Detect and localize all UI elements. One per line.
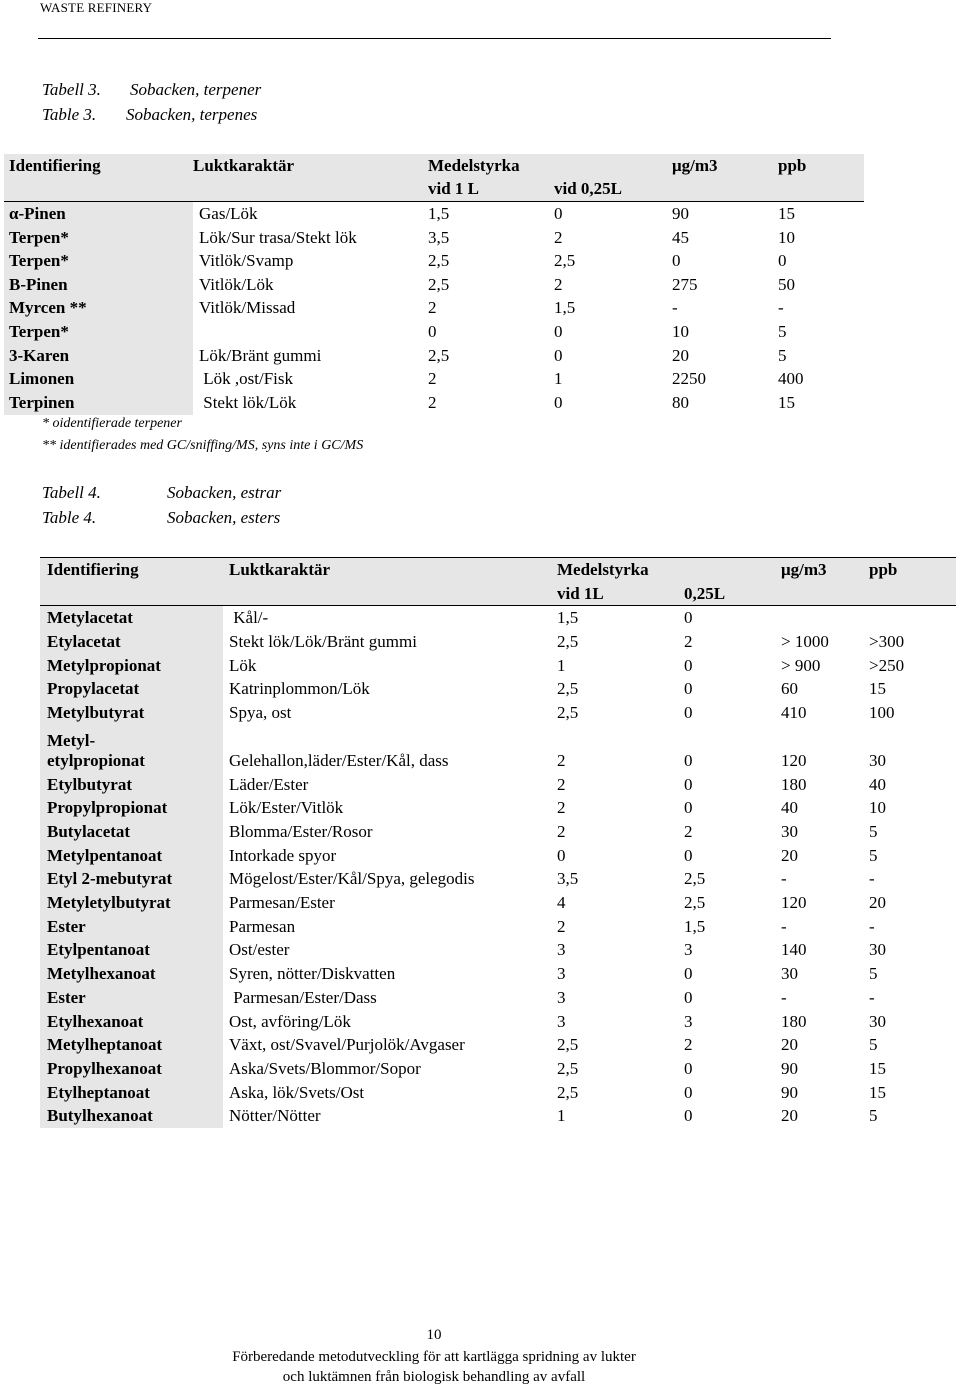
cell-strength-025l: 0 xyxy=(684,774,693,794)
cell-strength-025l: 0 xyxy=(684,798,693,818)
cell-odor: Gelehallon,läder/Ester/Kål, dass xyxy=(229,750,449,770)
cell-ugm3: 60 xyxy=(781,679,798,699)
cell-ugm3: 90 xyxy=(781,1082,798,1102)
cell-ppb: >300 xyxy=(869,631,905,651)
cell-strength-1l: 0 xyxy=(428,321,437,341)
table-row xyxy=(40,1057,956,1081)
cell-strength-1l: 2 xyxy=(428,369,437,389)
table-row xyxy=(4,391,864,415)
col-header-id: Identifiering xyxy=(4,154,193,178)
cell-odor: Växt, ost/Svavel/Purjolök/Avgaser xyxy=(229,1035,465,1055)
cell-ugm3: 410 xyxy=(781,702,807,722)
col-header-id: Identifiering xyxy=(40,558,223,582)
cell-strength-025l: 0 xyxy=(684,608,693,628)
cell-strength-025l: 0 xyxy=(684,655,693,675)
col-header-ugm3: μg/m3 xyxy=(672,154,778,178)
cell-identifier: α-Pinen xyxy=(4,202,193,226)
cell-ppb: 10 xyxy=(869,798,886,818)
table-row xyxy=(4,320,864,344)
cell-strength-1l: 3 xyxy=(557,987,566,1007)
cell-odor: Syren, nötter/Diskvatten xyxy=(229,964,396,984)
cell-odor: Intorkade spyor xyxy=(229,845,337,865)
cell-odor: Aska/Svets/Blommor/Sopor xyxy=(229,1058,421,1078)
cell-ppb: 5 xyxy=(778,345,787,365)
cell-strength-1l: 2 xyxy=(557,774,566,794)
cell-odor: Lök/Ester/Vitlök xyxy=(229,798,344,818)
cell-ppb: 5 xyxy=(778,321,787,341)
col-header-strength: Medelstyrka xyxy=(557,558,684,582)
cell-strength-1l: 3 xyxy=(557,964,566,984)
col-header-ppb: ppb xyxy=(869,558,956,582)
cell-identifier: Myrcen ** xyxy=(4,297,193,321)
table-row xyxy=(4,297,864,321)
cell-identifier: Metylbutyrat xyxy=(40,701,223,725)
cell-strength-025l: 1 xyxy=(554,369,563,389)
cell-odor: Vitlök/Lök xyxy=(199,274,274,294)
cell-strength-1l: 2,5 xyxy=(428,274,450,294)
table4-caption-sv xyxy=(42,483,281,503)
col-subheader-1l: vid 1L xyxy=(557,582,684,606)
cell-odor: Parmesan/Ester xyxy=(229,893,335,913)
cell-strength-025l: 2 xyxy=(684,1035,693,1055)
cell-strength-025l: 0 xyxy=(554,345,563,365)
cell-ugm3: - xyxy=(781,916,787,936)
table-row xyxy=(40,1081,956,1105)
table3-note-2: ** identifierades med GC/sniffing/MS, syns inte i GC/MS xyxy=(42,438,364,453)
cell-odor: Aska, lök/Svets/Ost xyxy=(229,1082,365,1102)
running-header: WASTE REFINERY xyxy=(40,0,153,15)
cell-strength-1l: 2 xyxy=(428,298,437,318)
cell-strength-025l: 3 xyxy=(684,940,693,960)
cell-strength-1l: 1,5 xyxy=(428,203,450,223)
cell-odor: Stekt lök/Lök xyxy=(199,392,297,412)
cell-strength-025l: 0 xyxy=(554,203,563,223)
cell-identifier: Terpen* xyxy=(4,320,193,344)
cell-ugm3: 120 xyxy=(781,893,807,913)
cell-identifier: Ester xyxy=(40,915,223,939)
caption-text: Sobacken, estrar xyxy=(167,483,282,502)
table-body xyxy=(4,202,864,415)
col-header-odor: Luktkaraktär xyxy=(193,154,428,178)
cell-identifier: Limonen xyxy=(4,367,193,391)
cell-ppb: 5 xyxy=(869,1106,878,1126)
cell-ppb: - xyxy=(869,916,875,936)
cell-strength-025l: 2,5 xyxy=(684,869,706,889)
table-row xyxy=(4,226,864,250)
cell-strength-1l: 2 xyxy=(557,798,566,818)
cell-strength-025l: 1,5 xyxy=(684,916,706,936)
cell-ppb: 5 xyxy=(869,964,878,984)
table3-note-1: * oidentifierade terpener xyxy=(42,416,182,431)
cell-strength-1l: 2,5 xyxy=(428,345,450,365)
table-row xyxy=(4,249,864,273)
cell-ppb: >250 xyxy=(869,655,905,675)
cell-ppb: 5 xyxy=(869,845,878,865)
header-rule xyxy=(38,38,831,39)
cell-ugm3: 140 xyxy=(781,940,807,960)
cell-odor: Lök/Bränt gummi xyxy=(199,345,322,365)
cell-ppb: 5 xyxy=(869,822,878,842)
cell-identifier: Etylbutyrat xyxy=(40,773,223,797)
cell-identifier: Etylacetat xyxy=(40,630,223,654)
cell-strength-1l: 2,5 xyxy=(557,702,579,722)
table3-caption-sv xyxy=(42,80,261,100)
cell-strength-025l: 0 xyxy=(684,1082,693,1102)
cell-strength-1l: 2 xyxy=(557,750,566,770)
cell-strength-025l: 0 xyxy=(554,392,563,412)
cell-odor: Katrinplommon/Lök xyxy=(229,679,370,699)
cell-ugm3: - xyxy=(781,987,787,1007)
table-row xyxy=(40,773,956,797)
cell-identifier: Butylhexanoat xyxy=(40,1104,223,1128)
cell-ppb: - xyxy=(869,869,875,889)
cell-ugm3: 90 xyxy=(781,1058,798,1078)
cell-strength-025l: 2 xyxy=(554,274,563,294)
cell-odor: Ost/ester xyxy=(229,940,290,960)
cell-odor: Spya, ost xyxy=(229,702,292,722)
caption-text: Sobacken, esters xyxy=(167,508,281,527)
cell-ppb: 15 xyxy=(778,203,795,223)
cell-ppb: 30 xyxy=(869,940,886,960)
cell-ugm3: 180 xyxy=(781,1011,807,1031)
cell-ppb: 15 xyxy=(778,392,795,412)
cell-ugm3: - xyxy=(781,869,787,889)
cell-strength-1l: 2 xyxy=(428,392,437,412)
cell-odor: Blomma/Ester/Rosor xyxy=(229,822,373,842)
table-row xyxy=(4,344,864,368)
cell-identifier: Metyl- etylpropionat xyxy=(40,725,223,773)
cell-strength-1l: 4 xyxy=(557,893,566,913)
cell-ppb: 5 xyxy=(869,1035,878,1055)
table-row xyxy=(40,701,956,725)
cell-strength-1l: 1 xyxy=(557,655,566,675)
cell-ugm3: 180 xyxy=(781,774,807,794)
table-row xyxy=(40,962,956,986)
table-row xyxy=(40,820,956,844)
table4-caption-en xyxy=(42,508,280,528)
table-row xyxy=(40,654,956,678)
cell-strength-025l: 0 xyxy=(554,321,563,341)
cell-odor: Lök ,ost/Fisk xyxy=(199,369,293,389)
cell-odor: Parmesan/Ester/Dass xyxy=(229,987,377,1007)
table-row xyxy=(40,915,956,939)
table-body xyxy=(40,606,956,1128)
cell-odor: Vitlök/Svamp xyxy=(199,251,294,271)
cell-identifier: Metyletylbutyrat xyxy=(40,891,223,915)
cell-identifier: Etylpentanoat xyxy=(40,939,223,963)
cell-strength-1l: 2 xyxy=(557,822,566,842)
cell-odor: Kål/- xyxy=(229,608,269,628)
table3-caption-en xyxy=(42,105,257,125)
cell-strength-1l: 3,5 xyxy=(428,227,450,247)
cell-odor: Ost, avföring/Lök xyxy=(229,1011,351,1031)
table-row xyxy=(40,891,956,915)
table-subheader-row xyxy=(4,178,864,202)
cell-ugm3: 30 xyxy=(781,822,798,842)
col-header-ugm3: μg/m3 xyxy=(781,558,869,582)
cell-identifier: Terpen* xyxy=(4,249,193,273)
table-row xyxy=(40,939,956,963)
cell-ppb: - xyxy=(778,298,784,318)
cell-identifier: Metylhexanoat xyxy=(40,962,223,986)
cell-ugm3: 10 xyxy=(672,321,689,341)
table-row xyxy=(40,1010,956,1034)
cell-odor: Vitlök/Missad xyxy=(199,298,296,318)
cell-ugm3: 20 xyxy=(781,1106,798,1126)
table-row xyxy=(40,797,956,821)
cell-strength-1l: 2 xyxy=(557,916,566,936)
col-header-strength: Medelstyrka xyxy=(428,154,554,178)
cell-odor: Stekt lök/Lök/Bränt gummi xyxy=(229,631,417,651)
cell-odor: Nötter/Nötter xyxy=(229,1106,321,1126)
cell-ugm3: 80 xyxy=(672,392,689,412)
cell-identifier: Terpen* xyxy=(4,226,193,250)
cell-ugm3: 20 xyxy=(781,845,798,865)
cell-identifier: Terpinen xyxy=(4,391,193,415)
cell-strength-1l: 3 xyxy=(557,1011,566,1031)
cell-strength-1l: 2,5 xyxy=(557,1082,579,1102)
cell-strength-025l: 0 xyxy=(684,750,693,770)
cell-ugm3: 30 xyxy=(781,964,798,984)
cell-identifier: Etylhexanoat xyxy=(40,1010,223,1034)
col-subheader-1l: vid 1 L xyxy=(428,178,554,202)
cell-ppb: 40 xyxy=(869,774,886,794)
cell-identifier: Metylpropionat xyxy=(40,654,223,678)
table-row xyxy=(40,725,956,773)
caption-text: Sobacken, terpener xyxy=(130,80,262,99)
cell-ppb: 400 xyxy=(778,369,804,389)
cell-identifier: Propylacetat xyxy=(40,677,223,701)
cell-strength-025l: 3 xyxy=(684,1011,693,1031)
cell-odor: Parmesan xyxy=(229,916,296,936)
table-header-row xyxy=(4,154,864,178)
cell-identifier: Propylpropionat xyxy=(40,797,223,821)
table-row xyxy=(40,630,956,654)
cell-strength-025l: 0 xyxy=(684,845,693,865)
esters-table xyxy=(40,557,956,1128)
cell-strength-1l: 2,5 xyxy=(557,631,579,651)
cell-identifier: Metylheptanoat xyxy=(40,1033,223,1057)
col-subheader-025l: 0,25L xyxy=(684,582,781,606)
cell-ugm3: 20 xyxy=(672,345,689,365)
cell-strength-025l: 0 xyxy=(684,679,693,699)
cell-ppb: 15 xyxy=(869,1082,886,1102)
cell-ppb: - xyxy=(869,987,875,1007)
cell-strength-025l: 0 xyxy=(684,1106,693,1126)
caption-number: Tabell 4. xyxy=(42,483,101,502)
cell-ppb xyxy=(869,606,956,630)
cell-odor: Lök xyxy=(229,655,257,675)
cell-strength-025l: 1,5 xyxy=(554,298,576,318)
table-row xyxy=(40,606,956,630)
cell-ugm3: 2250 xyxy=(672,369,706,389)
col-header-ppb: ppb xyxy=(778,154,864,178)
cell-ugm3: 0 xyxy=(672,251,681,271)
table-row xyxy=(40,1033,956,1057)
cell-ugm3: 40 xyxy=(781,798,798,818)
cell-strength-1l: 2,5 xyxy=(557,679,579,699)
cell-ugm3: 275 xyxy=(672,274,698,294)
cell-strength-1l: 3 xyxy=(557,940,566,960)
table-row xyxy=(40,868,956,892)
cell-ppb: 30 xyxy=(869,1011,886,1031)
table-row xyxy=(40,844,956,868)
cell-strength-025l: 0 xyxy=(684,702,693,722)
cell-strength-1l: 0 xyxy=(557,845,566,865)
cell-ugm3 xyxy=(781,606,869,630)
cell-ugm3: 45 xyxy=(672,227,689,247)
cell-odor: Läder/Ester xyxy=(229,774,309,794)
cell-ppb: 50 xyxy=(778,274,795,294)
table-subheader-row xyxy=(40,582,956,606)
cell-ppb: 10 xyxy=(778,227,795,247)
cell-strength-025l: 0 xyxy=(684,1058,693,1078)
table-row xyxy=(4,367,864,391)
cell-strength-025l: 2,5 xyxy=(684,893,706,913)
cell-odor: Mögelost/Ester/Kål/Spya, gelegodis xyxy=(229,869,475,889)
cell-strength-025l: 0 xyxy=(684,987,693,1007)
table-row xyxy=(40,1104,956,1128)
col-header-odor: Luktkaraktär xyxy=(223,558,557,582)
cell-identifier: 3-Karen xyxy=(4,344,193,368)
cell-ppb: 15 xyxy=(869,679,886,699)
terpenes-table xyxy=(4,154,864,415)
cell-strength-1l: 3,5 xyxy=(557,869,579,889)
page-number: 10 xyxy=(426,1327,442,1343)
cell-ugm3: 120 xyxy=(781,750,807,770)
caption-number: Tabell 3. xyxy=(42,80,101,99)
cell-strength-025l: 2,5 xyxy=(554,251,576,271)
cell-identifier: Propylhexanoat xyxy=(40,1057,223,1081)
cell-strength-025l: 2 xyxy=(684,631,693,651)
cell-ppb: 0 xyxy=(778,251,787,271)
cell-ugm3: - xyxy=(672,298,678,318)
table-row xyxy=(4,273,864,297)
footer-line-1: Förberedande metodutveckling för att kartlägga spridning av lukter xyxy=(232,1349,636,1365)
cell-ugm3: 20 xyxy=(781,1035,798,1055)
cell-ppb: 100 xyxy=(869,702,895,722)
cell-strength-1l: 2,5 xyxy=(557,1058,579,1078)
cell-identifier: Etylheptanoat xyxy=(40,1081,223,1105)
footer-line-2: och luktämnen från biologisk behandling av avfall xyxy=(282,1369,586,1385)
table-row xyxy=(40,677,956,701)
table-row xyxy=(40,986,956,1010)
cell-strength-025l: 2 xyxy=(554,227,563,247)
cell-strength-025l: 2 xyxy=(684,822,693,842)
cell-strength-1l: 2,5 xyxy=(428,251,450,271)
caption-number: Table 3. xyxy=(42,105,97,124)
caption-text: Sobacken, terpenes xyxy=(126,105,258,124)
cell-strength-1l: 1 xyxy=(557,1106,566,1126)
cell-ppb: 30 xyxy=(869,750,886,770)
cell-ugm3: > 900 xyxy=(781,655,821,675)
table-row xyxy=(4,202,864,226)
table-header-row xyxy=(40,558,956,582)
cell-strength-1l: 1,5 xyxy=(557,608,579,628)
cell-identifier: Ester xyxy=(40,986,223,1010)
cell-identifier: Metylpentanoat xyxy=(40,844,223,868)
cell-ppb: 15 xyxy=(869,1058,886,1078)
cell-identifier: Etyl 2-mebutyrat xyxy=(40,868,223,892)
cell-odor xyxy=(193,320,428,344)
cell-strength-1l: 2,5 xyxy=(557,1035,579,1055)
cell-odor: Gas/Lök xyxy=(199,203,258,223)
caption-number: Table 4. xyxy=(42,508,97,527)
cell-ugm3: 90 xyxy=(672,203,689,223)
cell-ugm3: > 1000 xyxy=(781,631,829,651)
cell-ppb: 20 xyxy=(869,893,886,913)
cell-identifier: Butylacetat xyxy=(40,820,223,844)
cell-identifier: Metylacetat xyxy=(40,606,223,630)
cell-strength-025l: 0 xyxy=(684,964,693,984)
cell-odor: Lök/Sur trasa/Stekt lök xyxy=(199,227,357,247)
cell-identifier: B-Pinen xyxy=(4,273,193,297)
col-subheader-025l: vid 0,25L xyxy=(554,178,672,202)
